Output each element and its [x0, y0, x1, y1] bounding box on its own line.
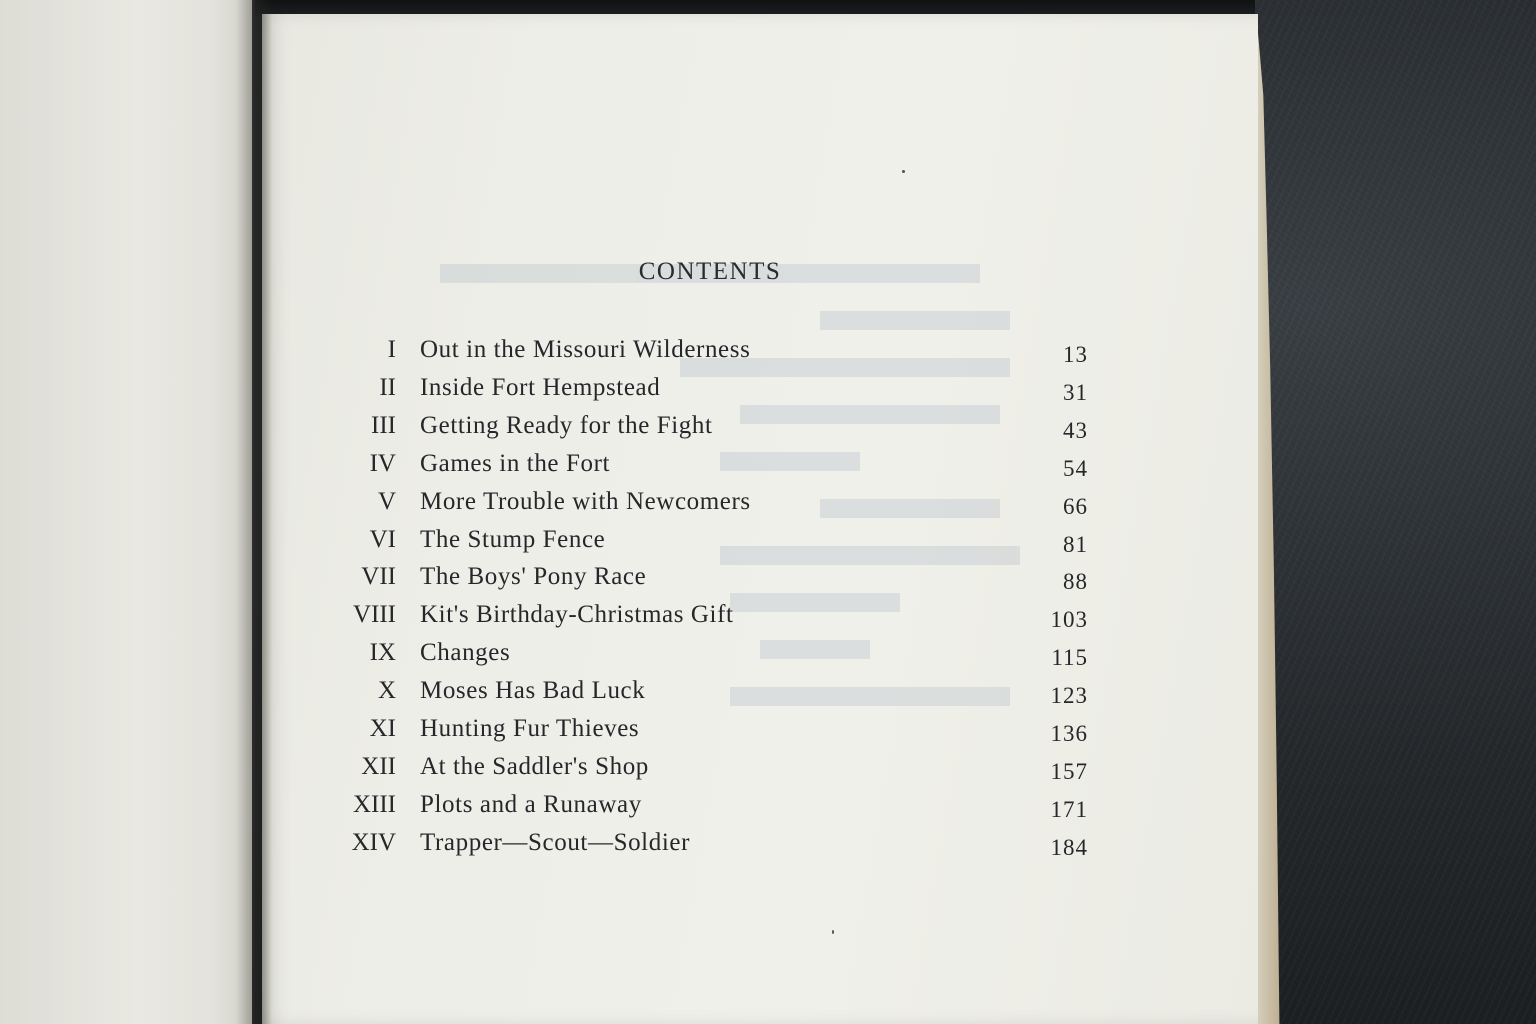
- book-gutter: [236, 0, 272, 1024]
- chapter-numeral: VI: [369, 525, 396, 553]
- chapter-page-number: 136: [1050, 721, 1088, 746]
- chapter-page-number: 171: [1050, 796, 1088, 822]
- toc-entry: [320, 791, 1100, 825]
- chapter-numeral: V: [377, 487, 396, 515]
- toc-entry: [320, 488, 1100, 522]
- chapter-numeral: IV: [369, 449, 396, 477]
- chapter-title: At the Saddler's Shop: [420, 752, 649, 780]
- chapter-numeral: X: [377, 677, 396, 705]
- chapter-page-number: 43: [1063, 417, 1088, 443]
- chapter-title: Inside Fort Hempstead: [420, 373, 661, 401]
- chapter-title: Games in the Fort: [420, 449, 611, 477]
- chapter-page-number: 66: [1063, 493, 1088, 519]
- chapter-numeral: XII: [361, 752, 396, 780]
- paper-speck: [902, 170, 905, 173]
- page-title: CONTENTS: [638, 258, 782, 285]
- chapter-page-number: 123: [1050, 683, 1088, 709]
- chapter-numeral: XIII: [352, 790, 396, 818]
- chapter-page-number: 13: [1063, 342, 1088, 367]
- chapter-page-number: 81: [1063, 531, 1088, 557]
- chapter-numeral: VIII: [352, 601, 396, 629]
- chapter-title: Moses Has Bad Luck: [420, 677, 646, 705]
- toc-entry: [320, 639, 1100, 673]
- chapter-numeral: XI: [369, 715, 396, 742]
- chapter-title: Plots and a Runaway: [420, 790, 642, 818]
- chapter-page-number: 157: [1050, 758, 1088, 784]
- toc-entry: [320, 563, 1100, 597]
- chapter-numeral: II: [379, 373, 396, 401]
- chapter-title: Changes: [420, 639, 511, 667]
- chapter-page-number: 184: [1050, 834, 1088, 860]
- chapter-page-number: 31: [1063, 379, 1088, 405]
- toc-entry: [320, 526, 1100, 560]
- toc-entry: [320, 715, 1100, 749]
- chapter-title: Getting Ready for the Fight: [420, 411, 713, 439]
- toc-entry: [320, 677, 1100, 711]
- chapter-numeral: III: [371, 411, 396, 439]
- toc-entry: [320, 829, 1100, 863]
- chapter-page-number: 54: [1063, 455, 1088, 481]
- chapter-title: Kit's Birthday-Christmas Gift: [420, 601, 734, 629]
- toc-entry: [320, 601, 1100, 635]
- chapter-numeral: XIV: [351, 828, 396, 856]
- desk-texture: [1240, 0, 1536, 1024]
- chapter-title: Trapper—Scout—Soldier: [420, 828, 690, 856]
- chapter-page-number: 88: [1063, 569, 1088, 595]
- chapter-title: The Stump Fence: [420, 525, 606, 553]
- chapter-numeral: VII: [361, 563, 396, 591]
- toc-entry: [320, 336, 1100, 370]
- chapter-numeral: IX: [369, 639, 396, 667]
- chapter-title: Out in the Missouri Wilderness: [420, 336, 751, 363]
- toc-entry: [320, 374, 1100, 408]
- chapter-page-number: 103: [1050, 607, 1088, 633]
- chapter-page-number: 115: [1051, 645, 1088, 671]
- chapter-title: Hunting Fur Thieves: [420, 715, 640, 742]
- toc-entry: [320, 412, 1100, 446]
- paper-speck: [832, 930, 834, 934]
- toc-entry: [320, 753, 1100, 787]
- chapter-numeral: I: [387, 336, 396, 363]
- chapter-title: The Boys' Pony Race: [420, 563, 647, 591]
- toc-entry: [320, 450, 1100, 484]
- left-page: [0, 0, 252, 1024]
- chapter-title: More Trouble with Newcomers: [420, 487, 751, 515]
